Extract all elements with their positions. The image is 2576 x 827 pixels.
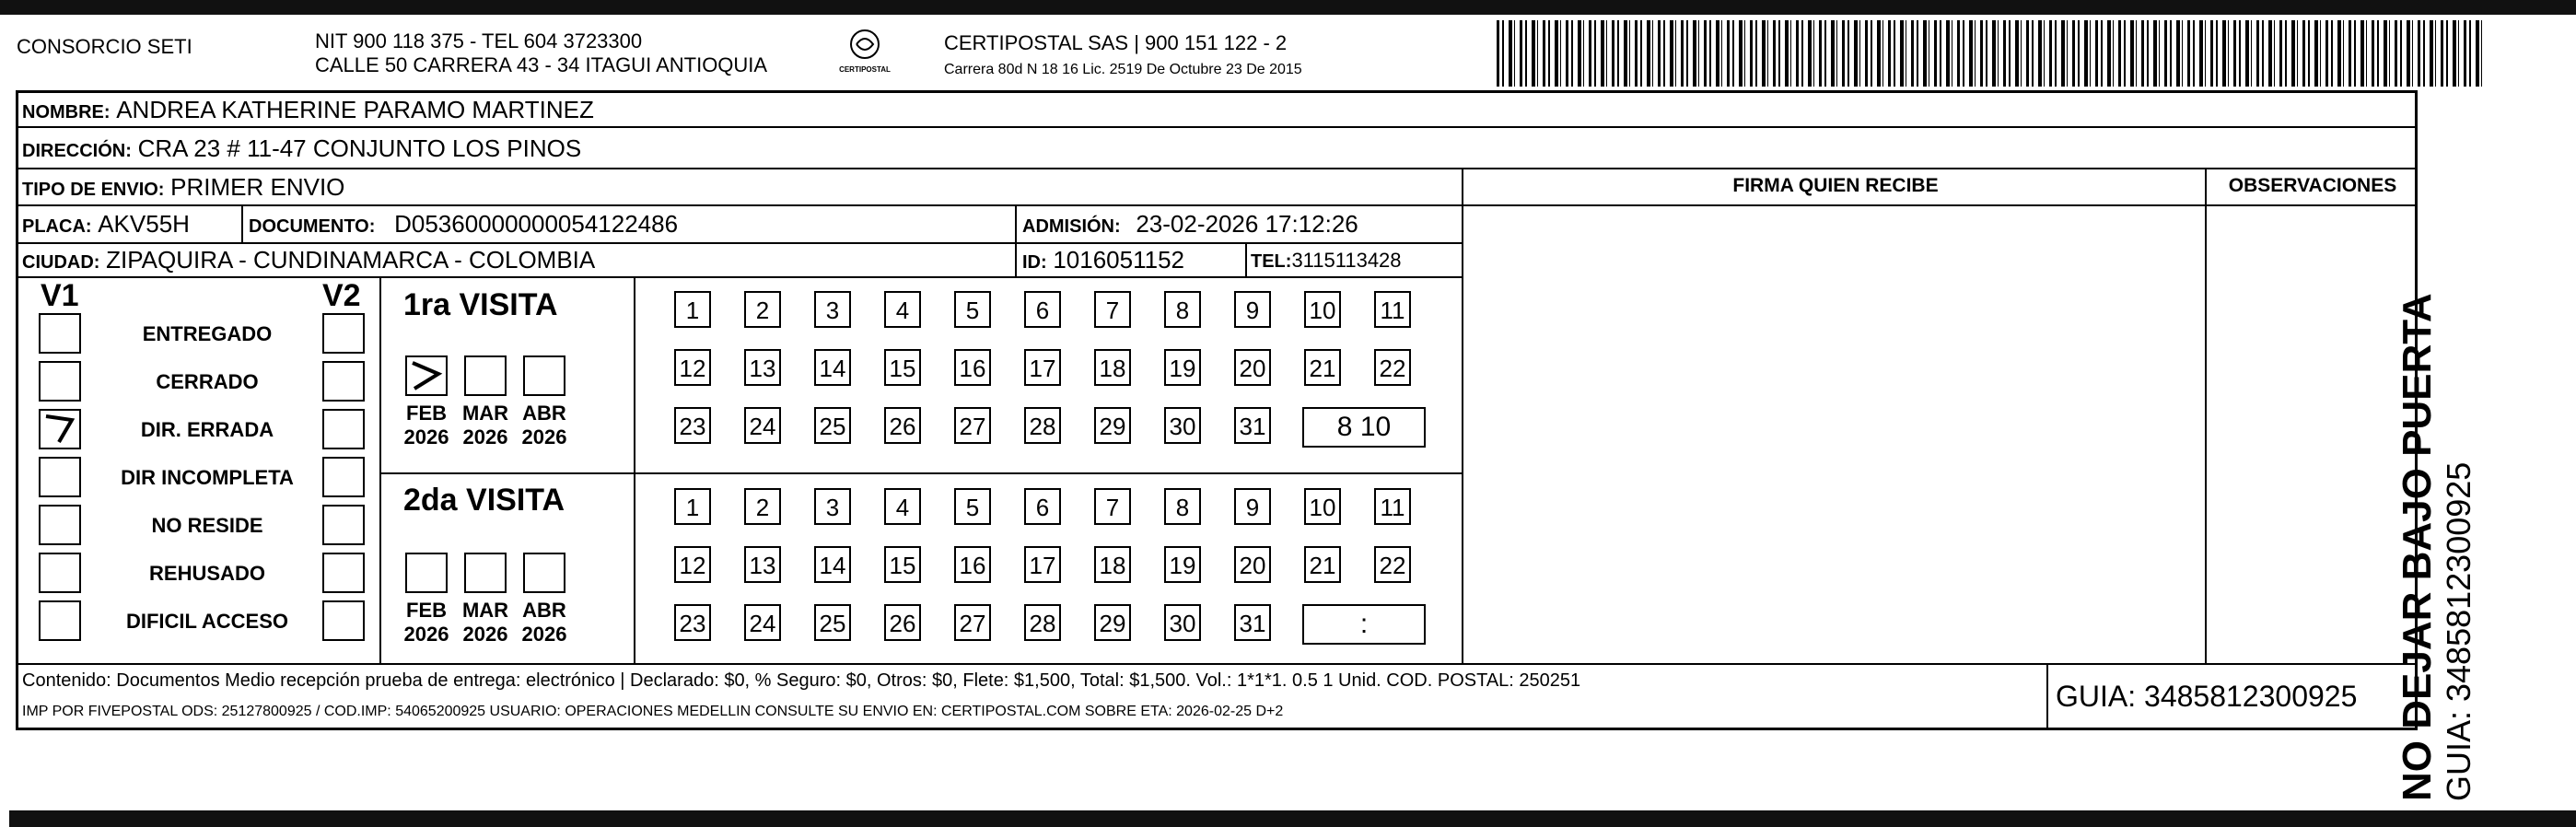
visit1-day-box[interactable]: 26 bbox=[884, 407, 921, 444]
carrier-line: CERTIPOSTAL SAS | 900 151 122 - 2 bbox=[944, 31, 1288, 54]
visit2-day-box[interactable]: 25 bbox=[814, 604, 851, 641]
visit2-day-box[interactable]: 2 bbox=[744, 488, 781, 525]
visit2-day-box[interactable]: 29 bbox=[1094, 604, 1131, 641]
v1-checkbox[interactable] bbox=[39, 361, 81, 402]
imp-line: IMP POR FIVEPOSTAL ODS: 25127800925 / COD.IMP: 54065200925 USUARIO: OPERACIONES MEDELLIN CONSULTE SU ENVIO EN: CERTIPOSTAL.COM SOBRE ETA: 2026-02-25 D+2 bbox=[22, 704, 1284, 719]
nit-line: NIT 900 118 375 - TEL 604 3723300 bbox=[315, 29, 643, 52]
visit1-month-checkbox[interactable] bbox=[523, 355, 565, 396]
month-year: 2026 bbox=[403, 425, 449, 448]
visit1-day-box[interactable]: 21 bbox=[1304, 349, 1341, 386]
visit2-day-box[interactable]: 18 bbox=[1094, 546, 1131, 583]
address-line: CALLE 50 CARRERA 43 - 34 ITAGUI ANTIOQUIA bbox=[315, 53, 768, 76]
tel-row bbox=[1251, 249, 1402, 273]
visit1-day-box[interactable]: 15 bbox=[884, 349, 921, 386]
v1-label: V1 bbox=[41, 278, 79, 313]
row-divider bbox=[379, 472, 1462, 474]
name-row bbox=[22, 96, 594, 124]
visit1-day-box[interactable]: 9 bbox=[1234, 291, 1271, 328]
visit2-day-box[interactable]: 20 bbox=[1234, 546, 1271, 583]
visit2-month-label bbox=[515, 599, 574, 646]
visit1-day-box[interactable]: 22 bbox=[1374, 349, 1411, 386]
side-text bbox=[2395, 293, 2477, 801]
col-divider bbox=[1015, 204, 1017, 276]
visit2-month-checkbox[interactable] bbox=[523, 553, 565, 593]
recipient-name: ANDREA KATHERINE PARAMO MARTINEZ bbox=[116, 96, 594, 123]
v1-checkbox[interactable] bbox=[39, 457, 81, 497]
document-row bbox=[249, 210, 678, 239]
logo-icon bbox=[846, 28, 883, 61]
month-year: 2026 bbox=[521, 425, 567, 448]
visit1-month-checkbox[interactable] bbox=[405, 355, 448, 396]
city-row bbox=[22, 246, 595, 274]
v2-checkbox[interactable] bbox=[322, 409, 365, 449]
status-label: REHUSADO bbox=[149, 562, 265, 585]
status-label: DIR. ERRADA bbox=[140, 418, 274, 441]
visit1-day-box[interactable]: 8 bbox=[1164, 291, 1201, 328]
visit2-day-box[interactable]: 30 bbox=[1164, 604, 1201, 641]
month-name: ABR bbox=[522, 402, 566, 425]
row-divider bbox=[16, 276, 1463, 278]
visit2-day-box[interactable]: 17 bbox=[1024, 546, 1061, 583]
status-label: CERRADO bbox=[156, 370, 259, 393]
visit2-day-box[interactable]: 13 bbox=[744, 546, 781, 583]
v1-checkbox[interactable] bbox=[39, 553, 81, 593]
visit2-time-field[interactable]: : bbox=[1302, 604, 1426, 645]
visit1-day-box[interactable]: 20 bbox=[1234, 349, 1271, 386]
side-guia: GUIA: 3485812300925 bbox=[2440, 461, 2477, 801]
visit1-day-box[interactable]: 16 bbox=[954, 349, 991, 386]
content-line: Contenido: Documentos Medio recepción prueba de entrega: electrónico | Declarado: $0, % Seguro: $0, Otros: $0, Flete: $1,500, Total: $1,500. Vol.: 1*1*1. 0.5 1 Unid. COD. POSTAL: 250251 bbox=[22, 670, 1581, 691]
status-label: NO RESIDE bbox=[151, 514, 263, 537]
visit2-day-box[interactable]: 3 bbox=[814, 488, 851, 525]
visit1-month-label bbox=[515, 402, 574, 449]
visit1-time-field[interactable]: 8 10 bbox=[1302, 407, 1426, 448]
visit2-day-box[interactable]: 5 bbox=[954, 488, 991, 525]
col-divider bbox=[1462, 168, 1463, 663]
visit2-day-box[interactable]: 1 bbox=[674, 488, 711, 525]
visit2-day-box[interactable]: 19 bbox=[1164, 546, 1201, 583]
visit1-day-box[interactable]: 2 bbox=[744, 291, 781, 328]
v1-checkbox[interactable] bbox=[39, 313, 81, 354]
month-year: 2026 bbox=[462, 623, 508, 646]
status-label: DIFICIL ACCESO bbox=[125, 610, 288, 633]
visit2-day-box[interactable]: 21 bbox=[1304, 546, 1341, 583]
visit1-day-box[interactable]: 7 bbox=[1094, 291, 1131, 328]
visit1-day-box[interactable]: 11 bbox=[1374, 291, 1411, 328]
shipment-type: PRIMER ENVIO bbox=[170, 173, 345, 201]
certipostal-logo bbox=[838, 28, 892, 83]
v2-checkbox[interactable] bbox=[322, 457, 365, 497]
row-divider bbox=[16, 663, 2418, 665]
visit2-day-box[interactable]: 23 bbox=[674, 604, 711, 641]
visit1-day-box[interactable]: 25 bbox=[814, 407, 851, 444]
address-row bbox=[22, 134, 581, 163]
visit1-month-label bbox=[397, 402, 456, 449]
document-label: DOCUMENTO: bbox=[249, 216, 376, 237]
month-name: ABR bbox=[522, 599, 566, 622]
visit1-day-box[interactable]: 28 bbox=[1024, 407, 1061, 444]
row-divider bbox=[16, 168, 2418, 169]
visit1-day-box[interactable]: 30 bbox=[1164, 407, 1201, 444]
check-mark-icon bbox=[407, 357, 446, 394]
id-value: 1016051152 bbox=[1053, 246, 1185, 274]
visit1-month-label bbox=[456, 402, 515, 449]
address-label: DIRECCIÓN: bbox=[22, 141, 132, 161]
visit2-day-box[interactable]: 6 bbox=[1024, 488, 1061, 525]
visit1-day-box[interactable]: 24 bbox=[744, 407, 781, 444]
v2-checkbox[interactable] bbox=[322, 553, 365, 593]
visit1-day-box[interactable]: 29 bbox=[1094, 407, 1131, 444]
visit2-day-box[interactable]: 27 bbox=[954, 604, 991, 641]
status-label: ENTREGADO bbox=[142, 322, 273, 345]
tel-label: TEL: bbox=[1251, 251, 1292, 272]
id-row bbox=[1022, 246, 1184, 274]
company-name: CONSORCIO SETI bbox=[17, 35, 192, 58]
name-label: NOMBRE: bbox=[22, 102, 111, 122]
month-name: FEB bbox=[406, 599, 447, 622]
v1-checkbox[interactable] bbox=[39, 409, 81, 449]
status-label: DIR INCOMPLETA bbox=[121, 466, 294, 489]
col-divider bbox=[2205, 168, 2207, 663]
type-row bbox=[22, 173, 344, 202]
visit2-day-box[interactable]: 31 bbox=[1234, 604, 1271, 641]
admission-row bbox=[1022, 210, 1358, 239]
col-divider bbox=[634, 276, 635, 663]
v2-label: V2 bbox=[322, 278, 361, 313]
observations-header: OBSERVACIONES bbox=[2228, 175, 2397, 196]
city-value: ZIPAQUIRA - CUNDINAMARCA - COLOMBIA bbox=[106, 246, 596, 274]
visit2-day-box[interactable]: 16 bbox=[954, 546, 991, 583]
visit1-day-box[interactable]: 17 bbox=[1024, 349, 1061, 386]
visit2-day-box[interactable]: 12 bbox=[674, 546, 711, 583]
visit2-day-box[interactable]: 22 bbox=[1374, 546, 1411, 583]
visit1-day-box[interactable]: 31 bbox=[1234, 407, 1271, 444]
visit1-day-box[interactable]: 1 bbox=[674, 291, 711, 328]
visit1-day-box[interactable]: 27 bbox=[954, 407, 991, 444]
id-label: ID: bbox=[1022, 252, 1047, 273]
visit1-day-box[interactable]: 23 bbox=[674, 407, 711, 444]
no-dejar-bajo-puerta: NO DEJAR BAJO PUERTA bbox=[2395, 293, 2440, 801]
visit2-day-box[interactable]: 7 bbox=[1094, 488, 1131, 525]
visit1-day-box[interactable]: 13 bbox=[744, 349, 781, 386]
top-scan-border bbox=[0, 0, 2576, 15]
visit1-day-box[interactable]: 3 bbox=[814, 291, 851, 328]
row-divider bbox=[1463, 204, 2418, 206]
month-name: MAR bbox=[461, 402, 509, 425]
footer-guia: GUIA: 3485812300925 bbox=[2056, 680, 2358, 713]
visit2-month-label bbox=[456, 599, 515, 646]
plate-label: PLACA: bbox=[22, 216, 92, 237]
v1-checkbox[interactable] bbox=[39, 505, 81, 545]
city-label: CIUDAD: bbox=[22, 252, 100, 273]
col-divider bbox=[2046, 663, 2048, 730]
admission-value: 23-02-2026 17:12:26 bbox=[1136, 210, 1358, 238]
visit1-day-box[interactable]: 10 bbox=[1304, 291, 1341, 328]
row-divider bbox=[16, 204, 1463, 206]
month-year: 2026 bbox=[521, 623, 567, 646]
recipient-address: CRA 23 # 11-47 CONJUNTO LOS PINOS bbox=[137, 134, 582, 162]
visit1-day-box[interactable]: 14 bbox=[814, 349, 851, 386]
month-year: 2026 bbox=[462, 425, 508, 448]
visit2-month-label bbox=[397, 599, 456, 646]
visit2-month-checkbox[interactable] bbox=[464, 553, 507, 593]
plate-value: AKV55H bbox=[98, 210, 190, 238]
visit1-title: 1ra VISITA bbox=[403, 287, 558, 322]
visit1-day-box[interactable]: 18 bbox=[1094, 349, 1131, 386]
visit2-day-box[interactable]: 26 bbox=[884, 604, 921, 641]
visit1-day-box[interactable]: 12 bbox=[674, 349, 711, 386]
visit2-day-box[interactable]: 14 bbox=[814, 546, 851, 583]
type-label: TIPO DE ENVIO: bbox=[22, 180, 165, 200]
tel-value: 3115113428 bbox=[1291, 249, 1402, 272]
logo-text: CERTIPOSTAL bbox=[839, 65, 891, 74]
visit2-day-box[interactable]: 28 bbox=[1024, 604, 1061, 641]
v1-checkbox[interactable] bbox=[39, 600, 81, 641]
month-name: FEB bbox=[406, 402, 447, 425]
visit2-day-box[interactable]: 4 bbox=[884, 488, 921, 525]
v2-checkbox[interactable] bbox=[322, 600, 365, 641]
license-line: Carrera 80d N 18 16 Lic. 2519 De Octubre 23 De 2015 bbox=[944, 62, 1302, 77]
visit2-day-box[interactable]: 10 bbox=[1304, 488, 1341, 525]
admission-label: ADMISIÓN: bbox=[1022, 216, 1121, 237]
visit2-day-box[interactable]: 15 bbox=[884, 546, 921, 583]
visit1-day-box[interactable]: 6 bbox=[1024, 291, 1061, 328]
visit2-title: 2da VISITA bbox=[403, 483, 565, 518]
v2-checkbox[interactable] bbox=[322, 313, 365, 354]
visit1-day-box[interactable]: 5 bbox=[954, 291, 991, 328]
signature-header: FIRMA QUIEN RECIBE bbox=[1732, 175, 1939, 196]
document-value: D05360000000054122486 bbox=[394, 210, 679, 238]
visit2-day-box[interactable]: 9 bbox=[1234, 488, 1271, 525]
visit1-day-box[interactable]: 4 bbox=[884, 291, 921, 328]
v2-checkbox[interactable] bbox=[322, 361, 365, 402]
visit1-day-box[interactable]: 19 bbox=[1164, 349, 1201, 386]
visit2-day-box[interactable]: 11 bbox=[1374, 488, 1411, 525]
visit1-month-checkbox[interactable] bbox=[464, 355, 507, 396]
visit2-month-checkbox[interactable] bbox=[405, 553, 448, 593]
month-year: 2026 bbox=[403, 623, 449, 646]
month-name: MAR bbox=[461, 599, 509, 622]
check-mark-icon bbox=[41, 411, 79, 448]
barcode bbox=[1497, 20, 2484, 87]
col-divider bbox=[1245, 242, 1247, 276]
col-divider bbox=[379, 276, 381, 663]
col-divider bbox=[241, 204, 243, 242]
row-divider bbox=[16, 126, 2418, 128]
visit2-day-box[interactable]: 24 bbox=[744, 604, 781, 641]
v2-checkbox[interactable] bbox=[322, 505, 365, 545]
plate-row bbox=[22, 210, 190, 239]
visit2-day-box[interactable]: 8 bbox=[1164, 488, 1201, 525]
bottom-scan-border bbox=[9, 810, 2576, 827]
